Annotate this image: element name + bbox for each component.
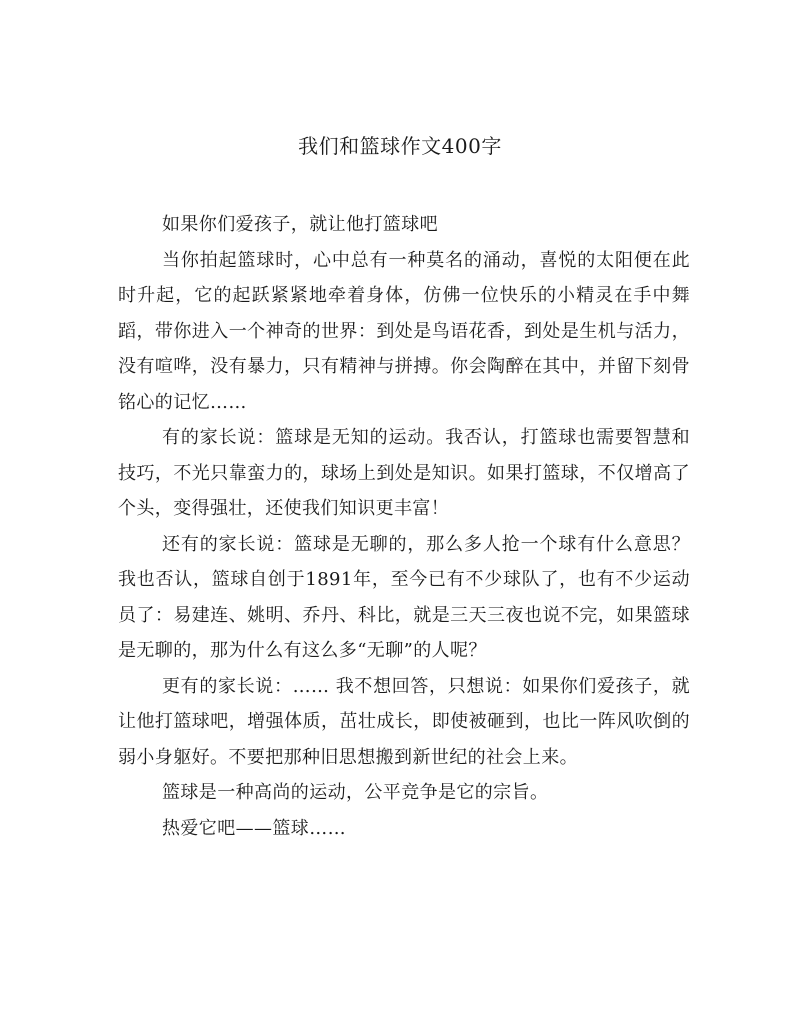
paragraph-closing: 热爱它吧——篮球……	[162, 817, 346, 839]
paragraph-feeling: 当你拍起篮球时，心中总有一种莫名的涌动，喜悦的太阳便在此时升起，它的起跃紧紧地牵着身体，仿佛一位快乐的小精灵在手中舞蹈，带你进入一个神奇的世界：到处是鸟语花香，到处是生机与活力，没有喧哗，没有暴力，只有精神与拼搏。你会陶醉在其中，并留下刻骨铭心的记忆……	[118, 249, 690, 413]
paragraph-noble: 篮球是一种高尚的运动，公平竞争是它的宗旨。	[162, 782, 549, 803]
paragraph-appeal: 更有的家长说：…… 我不想回答，只想说：如果你们爱孩子，就让他打篮球吧，增强体质，茁壮成长，即使被砸到，也比一阵风吹倒的弱小身躯好。不要把那种旧思想搬到新世纪的社会上来。	[118, 675, 690, 768]
document-title: 我们和篮球作文400字	[298, 134, 502, 158]
paragraph-wisdom: 有的家长说：篮球是无知的运动。我否认，打篮球也需要智慧和技巧，不光只靠蛮力的，球场上到处是知识。如果打篮球，不仅增高了个头，变得强壮，还使我们知识更丰富！	[118, 427, 690, 519]
document-body	[118, 207, 690, 846]
paragraph-boring: 还有的家长说：篮球是无聊的，那么多人抢一个球有什么意思？我也否认，篮球自创于1891年，至今已有不少球队了，也有不少运动员了：易建连、姚明、乔丹、科比，就是三天三夜也说不完，如果篮球是无聊的，那为什么有这么多“无聊”的人呢？	[118, 533, 690, 661]
paragraph-intro: 如果你们爱孩子，就让他打篮球吧	[162, 214, 438, 235]
